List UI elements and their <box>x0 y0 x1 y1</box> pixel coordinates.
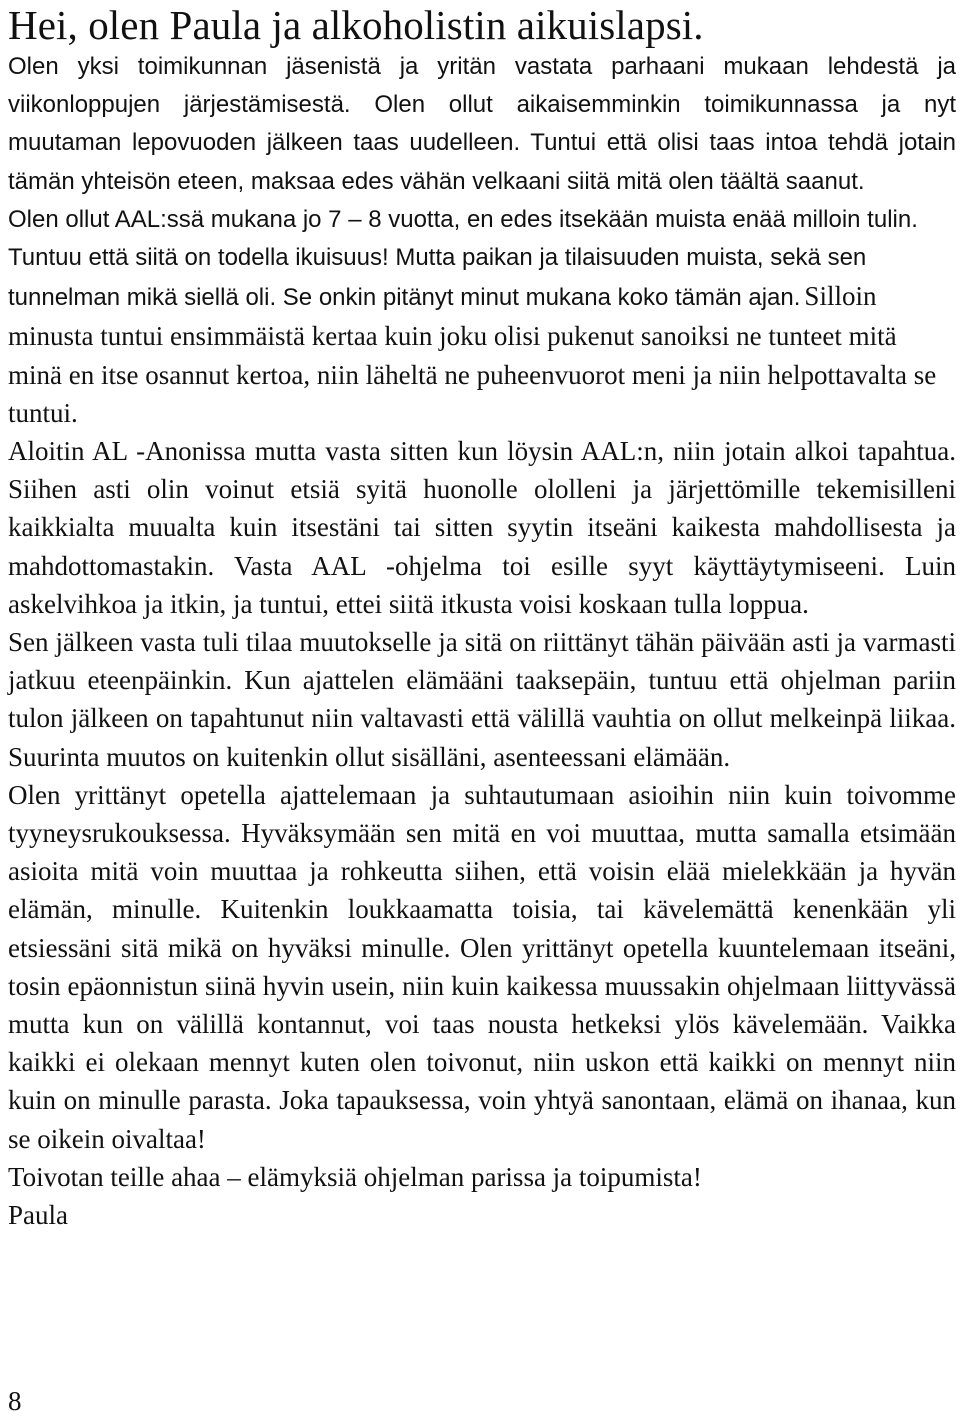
article <box>8 0 956 1234</box>
change-paragraph: Sen jälkeen vasta tuli tilaa muutokselle ja sitä on riittänyt tähän päivään asti ja varmasti jatkuu eteenpäinkin. Kun ajattelen elämääni taaksepäin, tuntuu että ohjelman pariin tulon jälkeen on tapahtunut niin valtavasti että välillä vauhtia on ollut melkeinpä liikaa. Suurinta muutos on kuitenkin ollut sisälläni, asenteessani elämään. <box>8 627 956 772</box>
serenity-paragraph: Olen yrittänyt opetella ajattelemaan ja suhtautumaan asioihin niin kuin toivomme tyyneysrukouksessa. Hyväksymään sen mitä en voi muuttaa, mutta samalla etsimään asioita mitä voin muuttaa ja rohkeutta siihen, että voisin elää mielekkään ja hyvän elämän, minulle. Kuitenkin loukkaamatta toisia, tai kävelemättä kenenkään yli etsiessäni sitä mikä on hyväksi minulle. Olen yrittänyt opetella kuuntelemaan itseäni, tosin epäonnistun siinä hyvin usein, niin kuin kaikessa muussakin ohjelmaan liittyvässä mutta kun on välillä kontannut, voi taas nousta hetkeksi ylös kävelemään. Vaikka kaikki ei olekaan mennyt kuten olen toivonut, niin uskon että kaikki on mennyt niin kuin on minulle parasta. Joka tapauksessa, voin yhtyä sanontaan, elämä on ihanaa, kun se oikein oivaltaa! <box>8 779 956 1154</box>
intro-paragraph: Olen yksi toimikunnan jäsenistä ja yritän vastata parhaani mukaan lehdestä ja viikonloppujen järjestämisestä. Olen ollut aikaisemminkin toimikunnassa ja nyt muutaman lepovuoden jälkeen taas uudelleen. Tuntui että olisi taas intoa tehdä jotain tämän yhteisön eteen, maksaa edes vähän velkaani siitä mitä olen täältä saanut. <box>8 53 956 195</box>
program-start-paragraph: Aloitin AL -Anonissa mutta vasta sitten kun löysin AAL:n, niin jotain alkoi tapahtua. Siihen asti olin voinut etsiä syitä huonolle ololleni ja järjettömille tekemisilleni kaikkialta muualta kuin itsestäni tai sitten syytin itseäni kaikesta mahdollisesta ja mahdottomastakin. Vasta AAL -ohjelma toi esille syyt käyttäytymiseeni. Luin askelvihkoa ja itkin, ja tuntui, ettei siitä itkusta voisi koskaan tulla loppua. <box>8 436 956 619</box>
page-number: 8 <box>8 1386 22 1416</box>
closing-wish: Toivotan teille ahaa – elämyksiä ohjelman parissa ja toipumista! <box>8 1161 702 1192</box>
first-meeting-paragraph: Silloin minusta tuntui ensimmäistä kertaa kuin joku olisi pukenut sanoiksi ne tunteet mitä minä en itse osannut kertoa, niin läheltä ne puheenvuorot meni ja niin helpottavalta se tuntui. <box>8 281 937 428</box>
membership-paragraph: Olen ollut AAL:ssä mukana jo 7 – 8 vuotta, en edes itsekään muista enää milloin tulin. Tuntuu että siitä on todella ikuisuus! Mutta paikan ja tilaisuuden muista, sekä sen tunnelman mikä siellä oli. Se onkin pitänyt minut mukana koko tämän ajan. <box>8 205 918 312</box>
article-title: Hei, olen Paula ja alkoholistin aikuislapsi. <box>8 2 704 48</box>
signature: Paula <box>8 1200 68 1231</box>
